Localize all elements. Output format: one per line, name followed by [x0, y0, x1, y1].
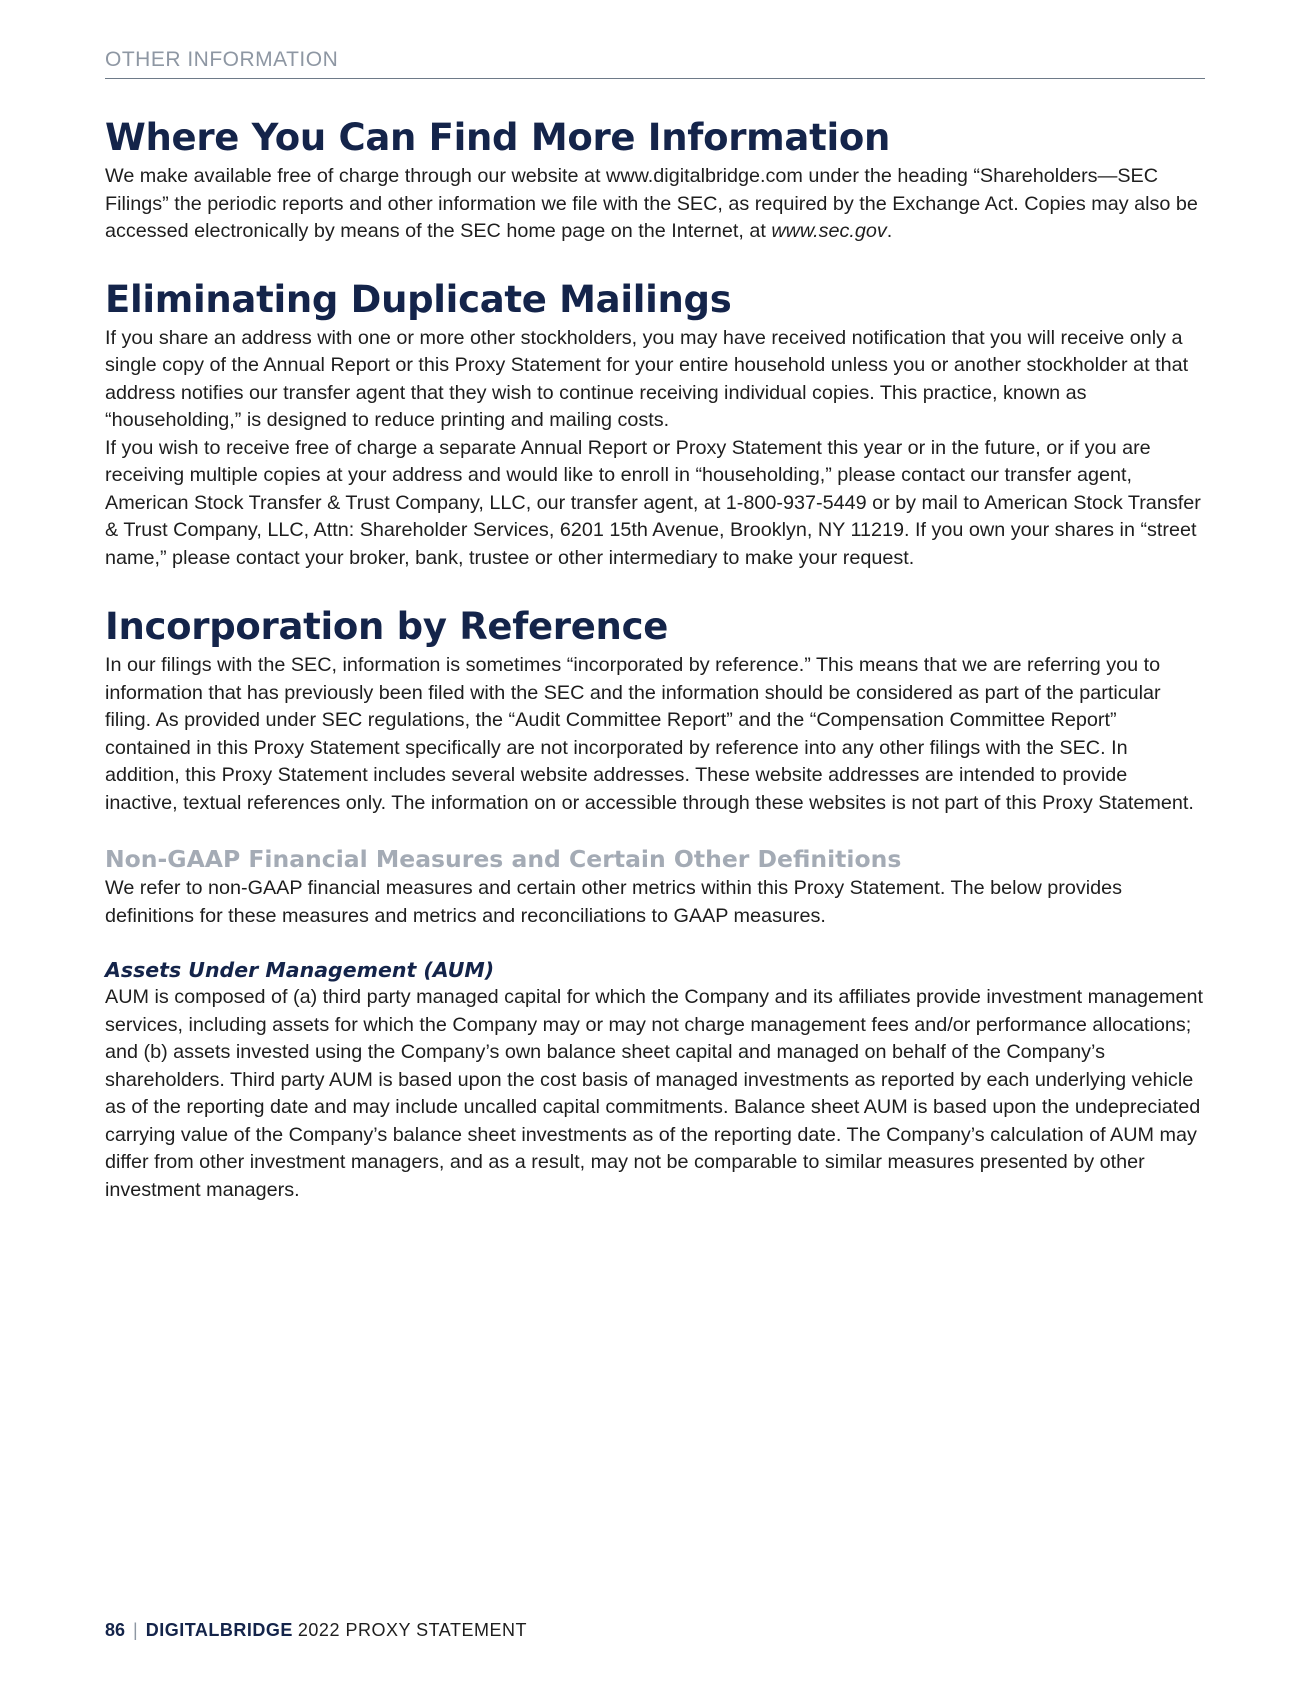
header-divider	[105, 78, 1205, 79]
footer-document-title: 2022 PROXY STATEMENT	[297, 1620, 527, 1640]
running-header: OTHER INFORMATION	[105, 48, 339, 71]
more-information-text-end: .	[886, 220, 893, 242]
section-title-duplicate-mailings: Eliminating Duplicate Mailings	[105, 277, 732, 321]
footer-separator: |	[133, 1620, 138, 1640]
page-content	[105, 113, 1205, 1204]
more-information-text: We make available free of charge through our website at www.digitalbridge.com under the heading “Shareholders—SEC Filings” the periodic reports and other information we file with the SEC, as required by the Exchange Act. Copies may also be accessed electronically by means of the SEC home page on the Internet, at	[105, 165, 1198, 242]
aum-paragraph: AUM is composed of (a) third party managed capital for which the Company and its affiliates provide investment management services, including assets for which the Company may or may not charge management fees and/or performance allocations; and (b) assets invested using the Company’s own balance sheet capital and managed on behalf of the Company’s shareholders. Third party AUM is based upon the cost basis of managed investments as reported by each underlying vehicle as of the reporting date and may include uncalled capital commitments. Balance sheet AUM is based upon the undepreciated carrying value of the Company’s balance sheet investments as of the reporting date. The Company’s calculation of AUM may differ from other investment managers, and as a result, may not be comparable to similar measures presented by other investment managers.	[105, 986, 1204, 1201]
section-title-more-information: Where You Can Find More Information	[105, 116, 891, 159]
page-footer	[105, 1620, 527, 1641]
subsection-title-non-gaap: Non-GAAP Financial Measures and Certain Other Definitions	[105, 845, 902, 873]
more-information-paragraph	[105, 163, 1205, 246]
incorporation-paragraph: In our filings with the SEC, information is sometimes “incorporated by reference.” This means that we are referring you to information that has previously been filed with the SEC and the information should be considered as part of the particular filing. As provided under SEC regulations, the “Audit Committee Report” and the “Compensation Committee Report” contained in this Proxy Statement specifically are not incorporated by reference into any other filings with the SEC. In addition, this Proxy Statement includes several website addresses. These website addresses are intended to provide inactive, textual references only. The information on or accessible through these websites is not part of this Proxy Statement.	[105, 654, 1194, 814]
subsection-title-aum: Assets Under Management (AUM)	[105, 958, 495, 982]
duplicate-mailings-paragraph-2: If you wish to receive free of charge a separate Annual Report or Proxy Statement this year or in the future, or if you are receiving multiple copies at your address and would like to enroll in “householding,” please contact our transfer agent, American Stock Transfer & Trust Company, LLC, our transfer agent, at 1-800-937-5449 or by mail to American Stock Transfer & Trust Company, LLC, Attn: Shareholder Services, 6201 15th Avenue, Brooklyn, NY 11219. If you own your shares in “street name,” please contact your broker, bank, trustee or other intermediary to make your request.	[105, 436, 1201, 569]
duplicate-mailings-paragraph-1: If you share an address with one or more other stockholders, you may have received notification that you will receive only a single copy of the Annual Report or this Proxy Statement for your entire household unless you or another stockholder at that address notifies our transfer agent that they wish to continue receiving individual copies. This practice, known as “householding,” is designed to reduce printing and mailing costs.	[105, 326, 1189, 431]
sec-website-link[interactable]: www.sec.gov	[771, 220, 887, 242]
footer-brand: DIGITALBRIDGE	[145, 1620, 293, 1640]
section-title-incorporation: Incorporation by Reference	[105, 605, 669, 648]
non-gaap-paragraph: We refer to non-GAAP financial measures and certain other metrics within this Proxy Statement. The below provides definitions for these measures and metrics and reconciliations to GAAP measures.	[105, 877, 1123, 927]
page-number: 86	[105, 1620, 126, 1640]
